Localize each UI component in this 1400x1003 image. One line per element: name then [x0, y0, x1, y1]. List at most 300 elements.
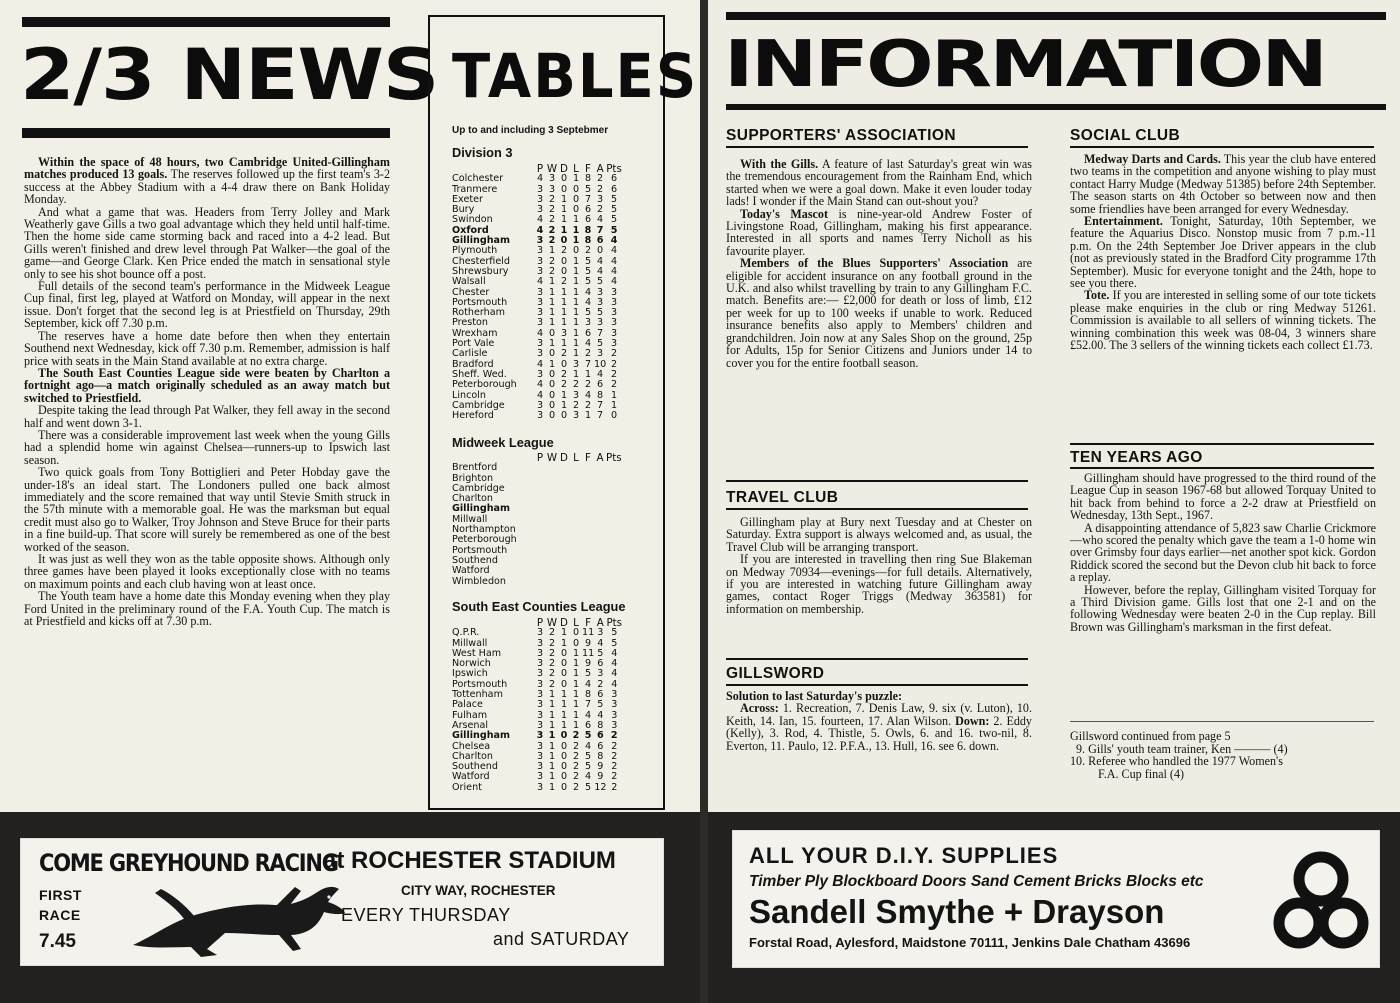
gillsword-continued — [1070, 730, 1376, 780]
stat-cell: 0 — [560, 255, 568, 267]
stat-cell: 0 — [560, 668, 568, 680]
stat-cell: 7 — [584, 358, 592, 370]
gillsword-subtitle: Solution to last Saturday's puzzle: — [726, 689, 903, 703]
stat-cell: 6 — [596, 730, 604, 742]
column-header: W — [546, 163, 558, 175]
paragraph — [1070, 153, 1376, 215]
stat-cell: 1 — [572, 719, 580, 731]
stat-cell: 2 — [572, 740, 580, 752]
team-name: Walsall — [452, 276, 486, 288]
stat-cell: 1 — [548, 699, 556, 711]
stat-cell: 2 — [548, 627, 556, 639]
column-header: D — [560, 617, 568, 629]
paragraph-text: And what a game that was. Headers from Terry Jolley and Mark Weatherly gave Gills a two goal advantage which they held until half-time. Then the home side came storming back and raced into a 4-2 lead. But Gills weren't finished and drew level through Pat Walker—the goal of the game—and George Clark. Ken Price ended the match in sensational style only to see his shot bounce off a post. — [24, 204, 390, 281]
paragraph-text: The Youth team have a home date this Monday evening when they play Ford United in the preliminary round of the F.A. Youth Cup. The match is at Priestfield and kicks off at 7.30 p.m. — [24, 589, 390, 629]
stat-cell: 1 — [572, 235, 580, 247]
stat-cell: 3 — [610, 327, 618, 339]
stat-cell: 2 — [572, 771, 580, 783]
team-name: Norwich — [452, 658, 491, 670]
column-header: Pts — [606, 163, 622, 175]
stat-cell: 3 — [536, 647, 544, 659]
table-row — [452, 411, 622, 421]
team-name: Peterborough — [452, 379, 517, 391]
supporters-title: SUPPORTERS' ASSOCIATION — [726, 127, 956, 144]
paragraph — [726, 516, 1032, 553]
team-name: Arsenal — [452, 719, 489, 731]
stat-cell: 4 — [610, 255, 618, 267]
stat-cell: 5 — [585, 668, 592, 680]
supporters-rule — [726, 146, 1028, 148]
social-body — [1070, 153, 1376, 352]
stat-cell: 1 — [572, 327, 580, 339]
stat-cell: 4 — [584, 338, 592, 350]
paragraph-text: Despite taking the lead through Pat Walker, they fell away in the second half and went down 3-1. — [24, 403, 390, 430]
stat-cell: 1 — [572, 348, 580, 360]
column-header: F — [585, 163, 591, 175]
stat-cell: 1 — [560, 338, 568, 350]
team-name: Wimbledon — [452, 575, 506, 587]
gillsword-title: GILLSWORD — [726, 665, 825, 682]
paragraph — [726, 158, 1032, 208]
stat-cell: 1 — [560, 317, 568, 329]
stat-cell: 2 — [560, 276, 568, 288]
stat-cell: 11 — [582, 647, 595, 659]
stat-cell: 4 — [597, 265, 604, 277]
greyhound-headline: COME GREYHOUND RACING — [39, 849, 338, 877]
team-name: Gillingham — [452, 730, 511, 742]
social-rule — [1070, 146, 1374, 148]
stat-cell: 4 — [536, 389, 544, 401]
stat-cell: 1 — [548, 286, 556, 298]
team-name: Oxford — [452, 224, 489, 236]
paragraph-text: There was a considerable improvement last week when the young Gills had a splendid home win against Chelsea—runners-up to Ipswich last season. — [24, 427, 390, 467]
stat-cell: 1 — [584, 410, 592, 422]
stat-cell: 3 — [536, 245, 544, 257]
stat-cell: 1 — [572, 224, 580, 236]
stat-cell: 1 — [548, 245, 556, 257]
stat-cell: 0 — [572, 183, 580, 195]
tenyears-rule — [1070, 467, 1374, 469]
team-name: Bury — [452, 204, 475, 216]
stat-cell: 1 — [572, 276, 580, 288]
column-header: D — [560, 163, 568, 175]
stat-cell: 1 — [572, 689, 580, 701]
stat-cell: 1 — [610, 399, 618, 411]
stat-cell: 2 — [548, 255, 556, 267]
column-header: A — [596, 163, 604, 175]
stat-cell: 3 — [572, 358, 580, 370]
stat-cell: 0 — [560, 740, 568, 752]
stat-cell: 0 — [572, 204, 580, 216]
greyhound-ad — [20, 838, 664, 966]
stat-cell: 5 — [610, 214, 618, 226]
stat-cell: 3 — [536, 204, 544, 216]
team-name: Bradford — [452, 358, 494, 370]
stat-cell: 1 — [572, 658, 580, 670]
team-name: Watford — [452, 565, 490, 577]
stat-cell: 4 — [536, 327, 544, 339]
stat-cell: 2 — [548, 265, 556, 277]
stat-cell: 2 — [548, 235, 556, 247]
travel-body — [726, 516, 1032, 615]
stat-cell: 1 — [572, 307, 580, 319]
team-name: Shrewsbury — [452, 265, 509, 277]
team-name: Charlton — [452, 493, 493, 505]
stat-cell: 3 — [536, 730, 544, 742]
stat-cell: 3 — [597, 296, 604, 308]
stat-cell: 8 — [597, 719, 604, 731]
stat-cell: 2 — [548, 204, 556, 216]
stat-cell: 6 — [596, 235, 604, 247]
stat-cell: 3 — [597, 627, 604, 639]
stat-cell: 4 — [597, 214, 604, 226]
stat-cell: 1 — [572, 265, 580, 277]
stat-cell: 2 — [572, 379, 580, 391]
greyhound-race: RACE — [39, 907, 81, 923]
stat-cell: 5 — [610, 224, 618, 236]
stat-cell: 1 — [560, 709, 568, 721]
diy-headline: ALL YOUR D.I.Y. SUPPLIES — [749, 843, 1059, 868]
stat-cell: 1 — [560, 399, 568, 411]
paragraph — [726, 208, 1032, 258]
clue-9: 9. Gills' youth team trainer, Ken ——— (4) — [1076, 741, 1288, 756]
paragraph — [1070, 289, 1376, 351]
stat-cell: 11 — [582, 627, 595, 639]
stat-cell: 4 — [585, 771, 592, 783]
column-header: F — [585, 617, 592, 629]
stat-cell: 2 — [560, 348, 568, 360]
greyhound-dog-icon — [125, 875, 350, 961]
column-header: Pts — [606, 452, 622, 464]
stat-cell: 2 — [560, 379, 568, 391]
paragraph — [24, 404, 390, 429]
team-name: Fulham — [452, 709, 488, 721]
stat-cell: 4 — [584, 389, 592, 401]
stat-cell: 3 — [548, 173, 556, 185]
stat-cell: 8 — [584, 173, 592, 185]
stat-cell: 0 — [610, 410, 618, 422]
stat-cell: 5 — [610, 193, 618, 205]
column-header: A — [596, 617, 604, 629]
stat-cell: 2 — [548, 658, 556, 670]
stat-cell: 5 — [611, 627, 618, 639]
stat-cell: 7 — [585, 699, 592, 711]
stat-cell: 1 — [572, 647, 580, 659]
stat-cell: 3 — [536, 296, 544, 308]
stat-cell: 2 — [597, 173, 604, 185]
stat-cell: 0 — [560, 410, 568, 422]
stat-cell: 1 — [548, 771, 556, 783]
table-row — [452, 577, 622, 587]
stat-cell: 1 — [548, 689, 556, 701]
stat-cell: 0 — [560, 781, 568, 793]
stat-cell: 4 — [585, 740, 592, 752]
across-answers: 1. Recreation, 7. Denis Law, 9. six (v. Luton), 10. Keith, 14. Ian, 15. fourteen, 17. Alan Wilson. — [726, 701, 1032, 728]
stat-cell: 6 — [584, 327, 592, 339]
tenyears-body — [1070, 472, 1376, 633]
stat-cell: 5 — [585, 750, 592, 762]
stat-cell: 5 — [597, 276, 604, 288]
info-bottom-rule — [726, 104, 1386, 110]
stat-cell: 5 — [597, 307, 604, 319]
stat-cell: 4 — [584, 296, 592, 308]
stat-cell: 5 — [584, 307, 592, 319]
tenyears-title: TEN YEARS AGO — [1070, 449, 1203, 466]
stat-cell: 1 — [548, 338, 556, 350]
stat-cell: 12 — [594, 781, 607, 793]
stat-cell: 3 — [610, 296, 618, 308]
stat-cell: 0 — [560, 173, 568, 185]
stat-cell: 10 — [594, 358, 607, 370]
stat-cell: 0 — [548, 368, 556, 380]
stat-cell: 1 — [560, 307, 568, 319]
stat-cell: 2 — [611, 750, 618, 762]
stat-cell: 9 — [585, 658, 592, 670]
stat-cell: 3 — [597, 317, 604, 329]
team-name: Preston — [452, 317, 488, 329]
stat-cell: 5 — [597, 647, 604, 659]
stat-cell: 3 — [597, 286, 604, 298]
stat-cell: 2 — [572, 399, 580, 411]
paragraph-text: Gillingham should have progressed to the third round of the League Cup in season 1967-68 but allowed Torquay United to hit back from behind to force a 2-2 draw at Priestfield on Wednesday, 13th Sept., 1967. — [1070, 471, 1376, 523]
stat-cell: 4 — [610, 245, 618, 257]
stat-cell: 3 — [536, 627, 544, 639]
stat-cell: 4 — [585, 678, 592, 690]
stat-cell: 1 — [560, 214, 568, 226]
stat-cell: 2 — [548, 678, 556, 690]
paragraph — [24, 330, 390, 367]
paragraph — [24, 280, 390, 330]
southeast-title: South East Counties League — [452, 599, 626, 614]
banner-bottom-rule — [22, 128, 390, 138]
paragraph — [24, 553, 390, 590]
stat-cell: 4 — [611, 678, 618, 690]
stat-cell: 3 — [584, 317, 592, 329]
stat-cell: 2 — [610, 348, 618, 360]
stat-cell: 2 — [584, 348, 592, 360]
paragraph-lead: Members of the Blues Supporters' Association — [740, 256, 1009, 271]
stat-cell: 3 — [597, 193, 604, 205]
division3-title: Division 3 — [452, 145, 513, 160]
stat-cell: 0 — [548, 348, 556, 360]
paragraph-lead: With the Gills. — [740, 157, 819, 171]
team-name: Colchester — [452, 173, 504, 185]
team-name: Brentford — [452, 462, 498, 474]
travel-title: TRAVEL CLUB — [726, 489, 839, 506]
stat-cell: 5 — [584, 730, 592, 742]
stat-cell: 3 — [536, 235, 544, 247]
diy-company: Sandell Smythe + Drayson — [749, 893, 1165, 930]
stat-cell: 0 — [560, 183, 568, 195]
stat-cell: 4 — [536, 173, 544, 185]
stat-cell: 0 — [572, 637, 580, 649]
stat-cell: 1 — [548, 317, 556, 329]
stat-cell: 1 — [548, 719, 556, 731]
stat-cell: 4 — [611, 668, 618, 680]
stat-cell: 3 — [572, 410, 580, 422]
stat-cell: 1 — [560, 637, 568, 649]
team-name: Gillingham — [452, 235, 511, 247]
stat-cell: 0 — [560, 235, 568, 247]
stat-cell: 0 — [572, 245, 580, 257]
news-banner: 2/3 NEWS — [20, 34, 439, 116]
paragraph-text: Two quick goals from Tony Bottiglieri and Peter Hobday gave the under-18's an ideal start. The Londoners pulled one back almost immediately and the score remained that way until Stevie Smith struck in the 57th minute with a memorable goal. He was the marksman but equal credit must also go to Walker, Troy Johnson and Steve Bruce for their parts in a fine build-up. That score will surely be remembered as one of the best worked of the season. — [24, 465, 390, 554]
stat-cell: 2 — [572, 730, 580, 742]
stat-cell: 4 — [584, 286, 592, 298]
midweek-title: Midweek League — [452, 435, 554, 450]
stat-cell: 3 — [611, 689, 618, 701]
stat-cell: 6 — [584, 204, 592, 216]
paragraph — [1070, 522, 1376, 584]
paragraph-text: is nine-year-old Andrew Foster of Livingstone Road, Gillingham, making his first appearance. Interested in all sports and names Terry Nicholl as his favourite player. — [726, 206, 1032, 258]
stat-cell: 1 — [572, 668, 580, 680]
stat-cell: 7 — [596, 224, 604, 236]
stat-cell: 1 — [548, 750, 556, 762]
midweek-table — [452, 453, 622, 587]
stat-cell: 1 — [560, 689, 568, 701]
stat-cell: 2 — [610, 730, 618, 742]
team-name: Southend — [452, 554, 498, 566]
paragraph-text: If you are interested in travelling then ring Sue Blakeman on Medway 70934—evenings—for full details. Alternatively, if you are interested in watching future Gillingham away games, contact Roger Triggs (Medway 363581) for information on membership. — [726, 552, 1032, 616]
stat-cell: 3 — [610, 286, 618, 298]
stat-cell: 1 — [572, 317, 580, 329]
stat-cell: 6 — [610, 173, 618, 185]
paragraph-text: are eligible for accident insurance on any football ground in the U.K. and also whilst travelling by train to any Gillingham F.C. match. Benefits are:— £2,000 for death or loss of limb, £12 per week for up to 100 weeks if unable to work. Reduced insurance benefits also apply to Members' children and grandchildren. Join now at any Sales Shop on the ground, 25p for Adults, 15p for Senior Citizens and Juniors under 14 to cover you for the entire football season. — [726, 256, 1032, 370]
team-name: Cambridge — [452, 399, 505, 411]
diy-address: Forstal Road, Aylesford, Maidstone 70111, Jenkins Dale Chatham 43696 — [749, 935, 1191, 950]
stat-cell: 2 — [597, 678, 604, 690]
team-name: Sheff. Wed. — [452, 368, 507, 380]
stat-cell: 0 — [560, 678, 568, 690]
team-name: Chelsea — [452, 740, 491, 752]
stat-cell: 8 — [597, 750, 604, 762]
stat-cell: 1 — [572, 255, 580, 267]
team-name: Ipswich — [452, 668, 488, 680]
stat-cell: 1 — [610, 389, 618, 401]
tables-box — [428, 15, 699, 810]
stat-cell: 3 — [536, 709, 544, 721]
stat-cell: 1 — [548, 740, 556, 752]
supporters-body — [726, 158, 1032, 369]
paragraph-text: This year the club have entered two teams in the competition and anyone wishing to play must contact Harry Mudge (Medway 51385) before 24th September. The season starts on 4th October so between now and then some friendlies have been arranged for every Wednesday. — [1070, 152, 1376, 216]
greyhound-venue: at ROCHESTER STADIUM — [323, 847, 616, 874]
stat-cell: 3 — [572, 389, 580, 401]
stat-cell: 1 — [548, 709, 556, 721]
stat-cell: 2 — [610, 358, 618, 370]
paragraph-lead: Within the space of 48 hours, two Cambridge United-Gillingham matches produced 13 goals. — [24, 155, 390, 182]
stat-cell: 3 — [536, 761, 544, 773]
stat-cell: 3 — [597, 348, 604, 360]
stat-cell: 2 — [572, 781, 580, 793]
column-header: Pts — [606, 617, 623, 629]
stat-cell: 2 — [548, 668, 556, 680]
stat-cell: 0 — [560, 658, 568, 670]
stat-cell: 1 — [572, 678, 580, 690]
stat-cell: 3 — [611, 719, 618, 731]
team-name: Rotherham — [452, 307, 505, 319]
stat-cell: 3 — [536, 399, 544, 411]
gillsword-rule — [726, 684, 1028, 686]
stat-cell: 2 — [548, 637, 556, 649]
stat-cell: 1 — [572, 286, 580, 298]
team-name: Orient — [452, 781, 482, 793]
column-header: W — [546, 617, 558, 629]
info-top-rule — [726, 12, 1386, 20]
paragraph-lead: Tote. — [1084, 288, 1110, 303]
paragraph — [1070, 584, 1376, 634]
column-header: P — [536, 617, 544, 629]
stat-cell: 3 — [536, 183, 544, 195]
stat-cell: 5 — [611, 637, 618, 649]
paragraph-text: A feature of last Saturday's great win was the tremendous encouragement from the Rainham End, which started when we were a goal down. Make it even louder today lads! I wonder if the Main Stand can out-shout you? — [726, 157, 1033, 209]
paragraph — [24, 466, 390, 553]
stat-cell: 1 — [548, 761, 556, 773]
paragraph — [726, 553, 1032, 615]
travel-rule — [726, 508, 1028, 510]
company-logo-icon — [1273, 847, 1369, 955]
gillsword-cont-title: Gillsword continued from page 5 — [1070, 729, 1231, 743]
stat-cell: 0 — [560, 730, 568, 742]
stat-cell: 3 — [611, 699, 618, 711]
stat-cell: 8 — [585, 689, 592, 701]
team-name: Portsmouth — [452, 678, 508, 690]
stat-cell: 9 — [597, 771, 604, 783]
stat-cell: 4 — [610, 235, 618, 247]
stat-cell: 3 — [611, 709, 618, 721]
stat-cell: 0 — [560, 358, 568, 370]
stat-cell: 5 — [584, 265, 592, 277]
stat-cell: 6 — [597, 658, 604, 670]
stat-cell: 3 — [536, 338, 544, 350]
stat-cell: 5 — [584, 255, 592, 267]
paragraph — [1070, 472, 1376, 522]
stat-cell: 5 — [610, 204, 618, 216]
team-name: Portsmouth — [452, 544, 508, 556]
stat-cell: 3 — [536, 771, 544, 783]
team-name: Q.P.R. — [452, 627, 480, 639]
stat-cell: 1 — [560, 204, 568, 216]
stat-cell: 1 — [572, 338, 580, 350]
stat-cell: 6 — [597, 379, 604, 391]
team-name: Tranmere — [452, 183, 498, 195]
paragraph-text: The reserves followed up the first team's 3-2 success at the Abbey Stadium with a 4-4 draw there on Bank Holiday Monday. — [24, 167, 390, 207]
stat-cell: 4 — [611, 658, 618, 670]
team-name: Plymouth — [452, 245, 498, 257]
team-name: Watford — [452, 771, 490, 783]
stat-cell: 3 — [610, 307, 618, 319]
stat-cell: 3 — [536, 740, 544, 752]
stat-cell: 1 — [560, 193, 568, 205]
stat-cell: 0 — [560, 761, 568, 773]
stat-cell: 3 — [536, 689, 544, 701]
stat-cell: 4 — [610, 265, 618, 277]
team-name: Southend — [452, 761, 498, 773]
paragraph-text: The reserves have a home date before then when they entertain Southend next Wednesday, kick off 7.30 p.m. Remember, admission is half price with seats in the Main Stand available at no extra charge. — [24, 328, 390, 368]
diy-ad — [732, 830, 1380, 968]
stat-cell: 3 — [560, 327, 568, 339]
stat-cell: 3 — [536, 348, 544, 360]
stat-cell: 3 — [536, 678, 544, 690]
stat-cell: 2 — [560, 245, 568, 257]
tables-banner: TABLES — [452, 41, 699, 112]
stat-cell: 4 — [597, 637, 604, 649]
stat-cell: 4 — [536, 224, 544, 236]
stat-cell: 3 — [536, 410, 544, 422]
stat-cell: 3 — [536, 307, 544, 319]
stat-cell: 0 — [560, 750, 568, 762]
stat-cell: 5 — [597, 338, 604, 350]
stat-cell: 4 — [597, 709, 604, 721]
